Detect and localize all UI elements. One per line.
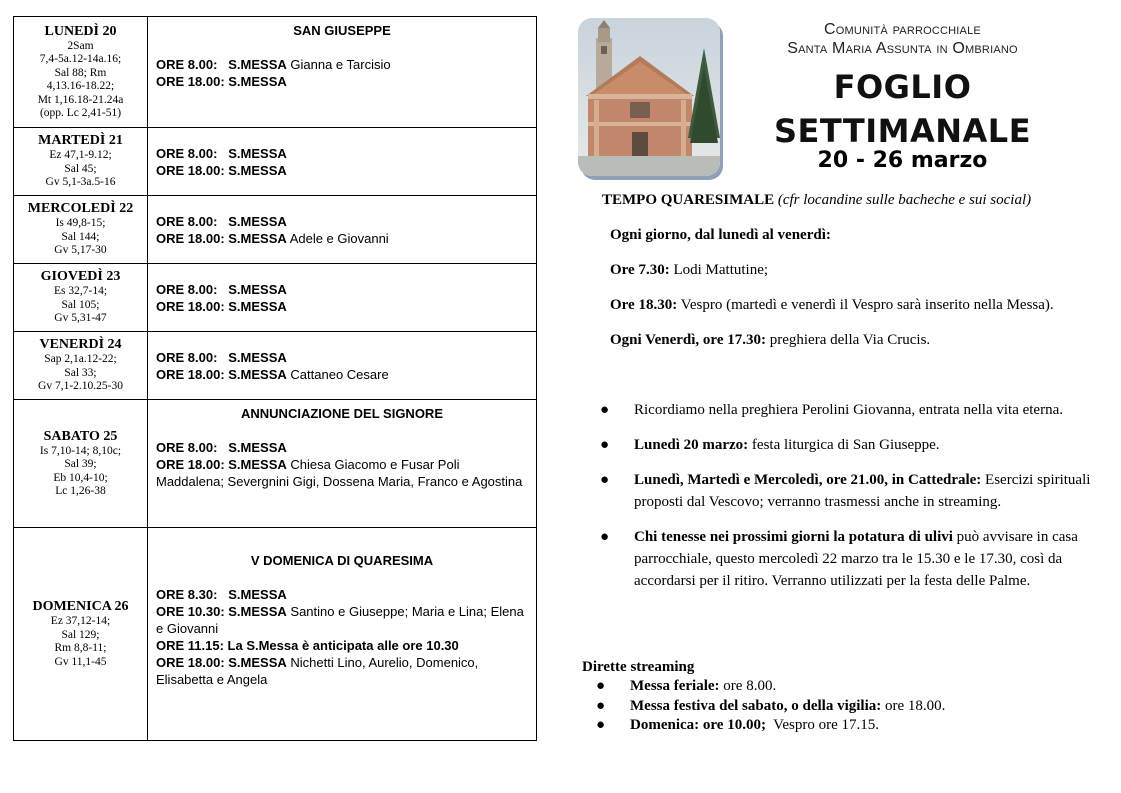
notice-text: Ricordiamo nella preghiera Perolini Giovanna, entrata nella vita eterna.	[634, 402, 1063, 418]
notice-bold: Lunedì, Martedì e Mercoledì, ore 21.00, in Cattedrale:	[634, 472, 982, 488]
via-crucis-text: preghiera della Via Crucis.	[769, 332, 931, 348]
streaming-item	[594, 697, 1094, 717]
mass-line	[156, 230, 528, 247]
mass-line	[156, 654, 528, 688]
mass-intention: Gianna e Tarcisio	[290, 57, 391, 72]
notice-bold: Lunedì 20 marzo:	[634, 437, 749, 453]
day-name: MARTEDÌ 21	[38, 133, 123, 149]
via-crucis-line	[610, 329, 930, 351]
day-name: MERCOLEDÌ 22	[27, 201, 134, 217]
streaming-title-text: Dirette streaming	[582, 659, 695, 675]
mass-line	[156, 145, 528, 162]
schedule-row-wednesday	[14, 196, 537, 264]
lodi-line	[610, 259, 768, 281]
mass-time: ORE 8.00: S.MESSA	[156, 349, 287, 365]
notices-list	[598, 399, 1098, 605]
mass-time: ORE 18.00: S.MESSA	[156, 74, 287, 89]
mass-line	[156, 439, 528, 456]
church-illustration	[578, 18, 720, 176]
day-readings: Is 49,8-15; Sal 144; Gv 5,17-30	[54, 217, 107, 257]
day-name: VENERDÌ 24	[39, 337, 122, 353]
notice-text: può avvisare in casa parrocchiale, questo mercoledì 22 marzo tra le 15.30 e le 17.30, così da accordarsi per il ritiro. Verranno utilizzati per la festa delle Palme.	[634, 529, 1078, 589]
bullet-icon: ●	[596, 678, 606, 694]
mass-line	[156, 213, 528, 230]
mass-line	[156, 637, 528, 654]
notice-text: festa liturgica di San Giuseppe.	[751, 437, 940, 453]
schedule-table	[13, 16, 537, 741]
streaming-label: Messa festiva del sabato, o della vigilia:	[630, 697, 882, 714]
bullet-icon: ●	[600, 402, 610, 418]
day-name: DOMENICA 26	[32, 599, 129, 614]
mass-time: ORE 8.00: S.MESSA	[156, 145, 287, 161]
masses-cell	[148, 528, 537, 741]
bulletin-title-line1: FOGLIO	[833, 68, 972, 106]
day-cell	[14, 264, 148, 332]
mass-time: ORE 18.00: S.MESSA	[156, 457, 287, 472]
vespro-line	[610, 294, 1100, 316]
mass-time: ORE 18.00: S.MESSA	[156, 366, 287, 382]
streaming-value: ore 8.00.	[723, 678, 777, 694]
mass-line	[156, 456, 528, 490]
mass-line	[156, 281, 528, 298]
mass-line	[156, 73, 528, 90]
feast-title: V DOMENICA DI QUARESIMA	[250, 553, 434, 568]
community-name-line2: Santa Maria Assunta in Ombriano	[787, 40, 1018, 57]
via-crucis-time: Ogni Venerdì, ore 17.30:	[610, 332, 766, 348]
lodi-time: Ore 7.30:	[610, 262, 670, 278]
schedule-row-monday	[14, 17, 537, 128]
feast-title: ANNUNCIAZIONE DEL SIGNORE	[241, 406, 443, 421]
community-name-line1: Comunità parrocchiale	[824, 21, 981, 38]
mass-line	[156, 298, 528, 315]
streaming-title	[582, 657, 694, 677]
day-readings: Sap 2,1a.12-22; Sal 33; Gv 7,1-2.10.25-30	[38, 353, 123, 393]
day-name: SABATO 25	[43, 428, 118, 444]
vespro-text: Vespro (martedì e venerdì il Vespro sarà inserito nella Messa).	[680, 297, 1054, 313]
church-photo	[578, 18, 720, 176]
masthead	[740, 20, 1065, 150]
feast-title: SAN GIUSEPPE	[293, 23, 391, 38]
notice-item	[598, 469, 1098, 513]
mass-time: ORE 11.15: La S.Messa è anticipata alle ore 10.30	[156, 638, 459, 653]
bullet-icon: ●	[596, 697, 606, 714]
masses-cell	[148, 17, 537, 128]
daily-heading	[610, 224, 831, 246]
mass-time: ORE 8.00: S.MESSA	[156, 440, 287, 455]
notice-item	[598, 399, 1098, 421]
bullet-icon: ●	[600, 472, 610, 488]
mass-line	[156, 162, 528, 179]
bullet-icon: ●	[600, 437, 610, 453]
mass-time: ORE 18.00: S.MESSA	[156, 655, 287, 670]
mass-time: ORE 8.00: S.MESSA	[156, 57, 287, 72]
day-name: GIOVEDÌ 23	[40, 269, 121, 285]
week-dates: 20 - 26 marzo	[817, 148, 988, 173]
mass-intention: Cattaneo Cesare	[290, 366, 389, 382]
streaming-list	[594, 677, 1094, 736]
streaming-label: Domenica: ore 10.00;	[630, 717, 766, 733]
streaming-value: ore 18.00.	[885, 697, 946, 714]
lent-title-note: (cfr locandine sulle bacheche e sui social)	[777, 192, 1032, 208]
day-readings: Ez 47,1-9.12; Sal 45; Gv 5,1-3a.5-16	[45, 149, 116, 189]
schedule-row-friday	[14, 332, 537, 400]
mass-time: ORE 18.00: S.MESSA	[156, 230, 287, 246]
mass-time: ORE 18.00: S.MESSA	[156, 298, 287, 314]
bullet-icon: ●	[600, 529, 610, 545]
bullet-icon: ●	[596, 717, 606, 733]
mass-line	[156, 366, 528, 383]
masses-cell	[148, 332, 537, 400]
day-cell	[14, 400, 148, 528]
mass-time: ORE 18.00: S.MESSA	[156, 162, 287, 178]
mass-line	[156, 56, 528, 73]
mass-line	[156, 349, 528, 366]
schedule-row-sunday	[14, 528, 537, 741]
streaming-item	[594, 677, 1094, 697]
masses-cell	[148, 400, 537, 528]
daily-heading-text: Ogni giorno, dal lunedì al venerdì:	[610, 227, 831, 243]
mass-time: ORE 8.00: S.MESSA	[156, 281, 287, 297]
mass-line	[156, 586, 528, 603]
notice-text: Esercizi spirituali proposti dal Vescovo; verranno trasmessi anche in streaming.	[634, 472, 1091, 510]
mass-time: ORE 8.30: S.MESSA	[156, 587, 287, 602]
masses-cell	[148, 128, 537, 196]
notice-item	[598, 434, 1098, 456]
day-readings: Is 7,10-14; 8,10c; Sal 39; Eb 10,4-10; Lc 1,26-38	[39, 444, 122, 497]
day-readings: Ez 37,12-14; Sal 129; Rm 8,8-11; Gv 11,1-45	[50, 615, 111, 668]
schedule-row-saturday	[14, 400, 537, 528]
bulletin-title-line2: SETTIMANALE	[773, 112, 1032, 150]
masses-cell	[148, 264, 537, 332]
streaming-label: Messa feriale:	[630, 678, 720, 694]
streaming-value: Vespro ore 17.15.	[769, 717, 879, 733]
lent-title: TEMPO QUARESIMALE	[602, 192, 775, 208]
streaming-item	[594, 716, 1094, 736]
mass-line	[156, 603, 528, 637]
schedule-row-tuesday	[14, 128, 537, 196]
mass-intention: Chiesa Giacomo e Fusar Poli Maddalena; Severgnini Gigi, Dossena Maria, Franco e Agostina	[156, 457, 523, 489]
mass-intention: Nichetti Lino, Aurelio, Domenico, Elisabetta e Angela	[156, 655, 479, 687]
mass-intention: Adele e Giovanni	[289, 230, 389, 246]
day-readings: 2Sam 7,4-5a.12-14a.16; Sal 88; Rm 4,13.16-18.22; Mt 1,16.18-21.24a (opp. Lc 2,41-51)	[37, 39, 124, 119]
lodi-text: Lodi Mattutine;	[673, 262, 769, 278]
day-cell	[14, 332, 148, 400]
notice-bold: Chi tenesse nei prossimi giorni la potatura di ulivi	[634, 529, 953, 545]
schedule-row-thursday	[14, 264, 537, 332]
day-cell	[14, 528, 148, 741]
day-readings: Es 32,7-14; Sal 105; Gv 5,31-47	[53, 285, 108, 325]
vespro-time: Ore 18.30:	[610, 297, 678, 313]
lent-title-line	[602, 189, 1102, 211]
mass-intention: Santino e Giuseppe; Maria e Lina; Elena e Giovanni	[156, 604, 524, 636]
masses-cell	[148, 196, 537, 264]
mass-time: ORE 10.30: S.MESSA	[156, 604, 287, 619]
day-cell	[14, 17, 148, 128]
notice-item	[598, 526, 1098, 592]
day-name: LUNEDÌ 20	[44, 23, 117, 39]
mass-time: ORE 8.00: S.MESSA	[156, 213, 287, 229]
day-cell	[14, 128, 148, 196]
day-cell	[14, 196, 148, 264]
